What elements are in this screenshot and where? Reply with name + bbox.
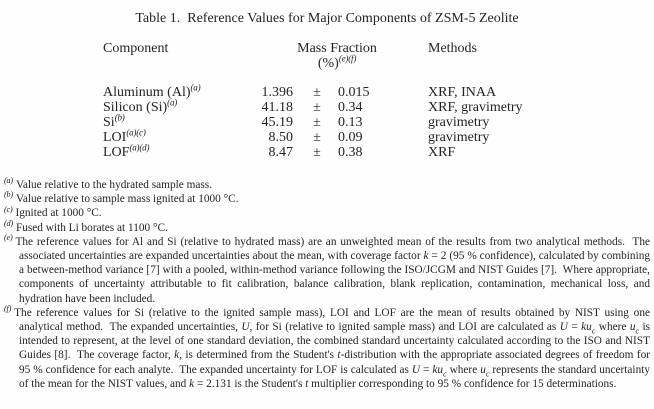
methods-cell: XRF [428, 145, 456, 160]
footnote-e [4, 233, 653, 306]
unit-footnote-superscript: (e)(f) [338, 53, 357, 64]
footnote-marker: (e) [4, 233, 13, 243]
methods-cell: gravimetry [428, 130, 490, 145]
footnote-f [4, 304, 653, 391]
table-row [0, 142, 654, 160]
table-row [0, 82, 654, 100]
footnote-text: Ignited at 1000 °C. [15, 207, 102, 220]
component-footnote-superscript: (a) [190, 82, 201, 93]
plus-minus-sign: ± [313, 100, 321, 115]
value-cell: 8.50 [268, 130, 293, 145]
footnote-d [4, 218, 650, 235]
plus-minus-sign: ± [313, 85, 321, 100]
value-cell: 45.19 [261, 115, 293, 130]
footnote-text: The reference values for Si (relative to the ignited sample mass), LOI and LOF are the mean of results obtained by NIST using one analytical method. The expanded uncertainties, U, for Si (relative to ignited sample mass) and LOI are calculated as $U = ku_c$ where $u_c$ is intended to represent, at the level of one standard deviation, the combined standard uncertainty calculated according to the ISO and NIST Guides [8]. The coverage factor, k, is determined from the Student's t-distribution with the appropriate associated degrees of freedom for 95 % confidence for each analyte. The expanded uncertainty for LOF is calculated as $U = ku_c$ where $u_c$ represents the standard uncertainty of the mean for the NIST values, and k = 2.131 is the Student's t multiplier corresponding to 95 % confidence for 15 determinations. [14, 306, 653, 390]
component-cell [103, 142, 150, 160]
column-header-component: Component [103, 41, 169, 56]
value-cell: 1.396 [261, 85, 293, 100]
component-footnote-superscript: (a)(d) [129, 142, 150, 153]
footnote-text: Value relative to sample mass ignited at 1000 °C. [15, 193, 239, 206]
footnote-c [4, 206, 650, 220]
uncertainty-cell: 0.015 [338, 85, 370, 100]
footnote-text: Fused with Li borates at 1100 °C. [15, 221, 168, 234]
component-cell [103, 82, 201, 100]
component-name: Aluminum (Al) [103, 85, 191, 100]
table-row [0, 127, 654, 145]
uncertainty-cell: 0.34 [338, 100, 363, 115]
unit-label: (%) [317, 56, 339, 71]
component-cell [103, 112, 125, 130]
methods-cell: XRF, gravimetry [428, 100, 523, 115]
methods-cell: XRF, INAA [428, 85, 497, 100]
column-header-methods: Methods [428, 41, 477, 56]
table-row [0, 112, 654, 130]
column-header-mass-fraction-unit [260, 53, 414, 71]
footnote-b [4, 192, 650, 206]
component-name: LOI [103, 130, 127, 145]
component-footnote-superscript: (b) [114, 112, 125, 123]
value-cell: 41.18 [261, 100, 293, 115]
footnote-marker: (a) [4, 176, 13, 186]
uncertainty-cell: 0.09 [338, 130, 363, 145]
component-name: LOF [103, 145, 130, 160]
plus-minus-sign: ± [313, 115, 321, 130]
footnote-a [4, 178, 650, 192]
component-name: Silicon (Si) [103, 100, 168, 115]
methods-cell: gravimetry [428, 115, 490, 130]
plus-minus-sign: ± [313, 145, 321, 160]
footnote-text: Value relative to the hydrated sample mass. [15, 179, 213, 191]
component-footnote-superscript: (a) [167, 97, 178, 108]
footnote-text: The reference values for Al and Si (relative to hydrated mass) are an unweighted mean of the results from two analytical methods. The associated uncertainties are expanded uncertainties about the mean, with coverage factor k = 2 (95 % confidence), calculated by combining a between-method variance [7] with a pooled, within-method variance following the ISO/JCGM and NIST Guides [7]. Where appropriate, components of uncertainty attributable to fit calibration, balance calibration, blank replication, contamination, mechanical loss, and hydration have been included. [15, 235, 653, 305]
table-title: Table 1. Reference Values for Major Components of ZSM-5 Zeolite [135, 11, 519, 26]
uncertainty-cell: 0.38 [338, 145, 363, 160]
footnote-marker: (f) [4, 304, 12, 314]
column-header-mass-fraction: Mass Fraction [297, 41, 377, 56]
value-cell: 8.47 [268, 145, 293, 160]
component-footnote-superscript: (a)(c) [126, 127, 146, 138]
table-row [0, 97, 654, 115]
footnote-marker: (d) [4, 218, 13, 228]
component-name: Si [103, 115, 115, 130]
footnote-marker: (c) [4, 204, 13, 214]
plus-minus-sign: ± [313, 130, 321, 145]
footnotes-section [4, 176, 653, 391]
footnote-marker: (b) [4, 190, 13, 200]
uncertainty-cell: 0.13 [338, 115, 363, 130]
